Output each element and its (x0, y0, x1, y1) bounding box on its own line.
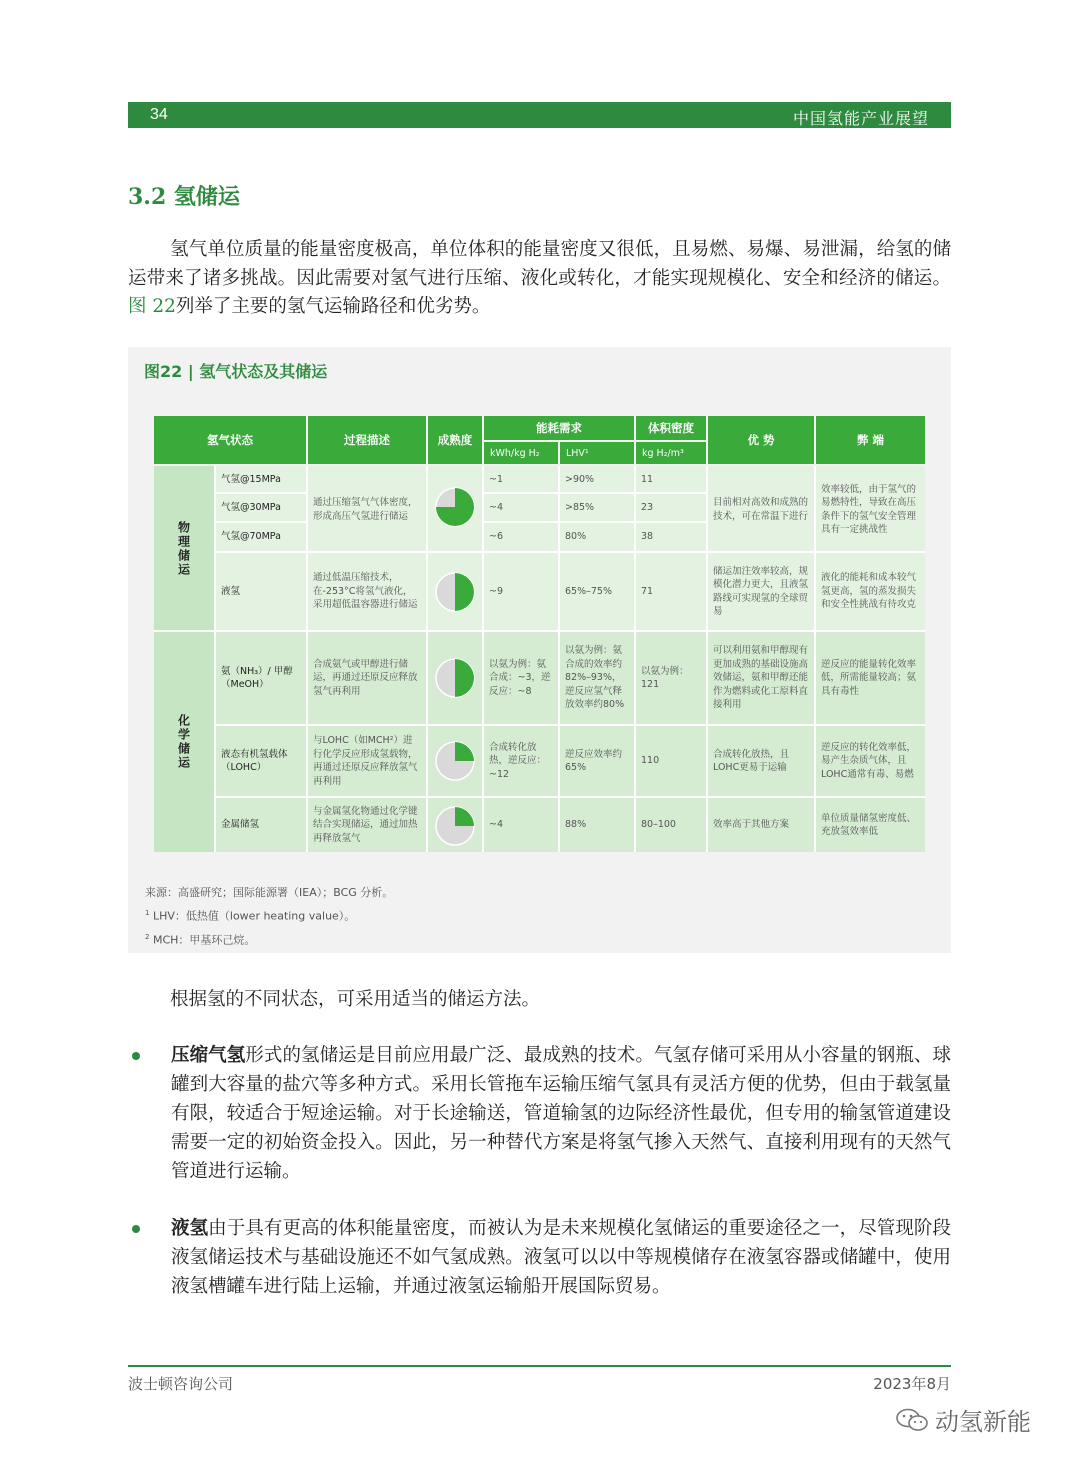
note-2: $^2$ MCH：甲基环己烷。 (145, 932, 256, 947)
footer-company: 波士顿咨询公司 (128, 1375, 234, 1393)
page-header (128, 102, 951, 128)
lhv-lohc: 逆反应效率约65% (565, 748, 623, 773)
adv-metal: 效率高于其他方案 (713, 819, 790, 831)
dis-liquid: 液化的能耗和成本较气氢更高，氢的蒸发损失和安全性挑战有待攻克 (821, 572, 917, 611)
lhv-gas-70: 80% (565, 531, 587, 543)
after-figure-paragraph: 根据氢的不同状态，可采用适当的储运方法。 (170, 989, 541, 1010)
state-gas-30: 气氢@30MPa (221, 501, 281, 513)
header-state: 氢气状态 (154, 416, 306, 464)
header-energy-kwh: kWh/kg H₂ (484, 442, 558, 464)
density-gas-15: 11 (641, 474, 654, 486)
kwh-gas-15: ~1 (489, 474, 504, 486)
group-physical: 物理储运 (154, 466, 214, 631)
dis-lohc: 逆反应的转化效率低，易产生杂质气体，且LOHC通常有毒、易燃 (821, 741, 917, 780)
dis-gas: 效率较低，由于氢气的易燃特性，导致在高压条件下的氢气安全管理具有一定挑战性 (821, 483, 917, 535)
pie-slice (455, 742, 474, 761)
state-lohc: 液态有机氢载体（LOHC） (221, 748, 288, 773)
page-number: 34 (150, 106, 168, 123)
header-energy-lhv: LHV¹ (560, 442, 634, 464)
process-ammonia: 合成氨气或甲醇进行储运，再通过还原反应释放氢气再利用 (313, 658, 418, 697)
section-title: 3.2 氢储运 (128, 184, 240, 210)
dis-metal: 单位质量储氢密度低、充放氢效率低 (821, 812, 917, 837)
lhv-gas-15: >90% (565, 474, 595, 486)
report-title: 中国氢能产业展望 (792, 109, 929, 128)
lhv-ammonia: 以氨为例：氨合成的效率约82%–93%，逆反应氢气释放效率约80% (565, 645, 625, 711)
kwh-liquid: ~9 (489, 585, 504, 597)
adv-gas: 目前相对高效和成熟的技术，可在常温下进行 (713, 497, 809, 522)
state-gas-15: 气氢@15MPa (221, 474, 281, 486)
header-energy: 能耗需求 (484, 416, 634, 440)
header-process: 过程描述 (308, 416, 426, 464)
density-liquid: 71 (641, 585, 654, 597)
adv-lohc: 合成转化放热，且LOHC更易于运输 (713, 748, 790, 773)
process-lohc: 与LOHC（如MCH²）进行化学反应形成氢载物，再通过还原反应释放氢气再利用 (313, 735, 418, 787)
watermark (895, 1402, 1031, 1437)
storage-table (154, 416, 925, 852)
state-liquid: 液氢 (221, 585, 241, 597)
lhv-metal: 88% (565, 819, 587, 831)
kwh-gas-70: ~6 (489, 531, 504, 543)
maturity-pie-liquid (434, 571, 476, 613)
header-maturity: 成熟度 (428, 416, 482, 464)
density-gas-70: 38 (641, 531, 654, 543)
group-chemical: 化学储运 (154, 631, 214, 852)
process-liquid: 通过低温压缩技术，在-253°C将氢气液化，采用超低温容器进行储运 (313, 572, 418, 611)
header-advantages: 优 势 (708, 416, 814, 464)
pie-slice (455, 659, 474, 697)
density-ammonia: 以氨为例：121 (641, 665, 689, 690)
maturity-pie-gas (434, 486, 476, 528)
note-source: 来源：高盛研究；国际能源署（IEA）；BCG 分析。 (145, 886, 394, 899)
header-disadvantages: 弊 端 (816, 416, 925, 464)
lhv-gas-30: >85% (565, 501, 595, 513)
dis-ammonia: 逆反应的能量转化效率低，所需能量较高；氨具有毒性 (821, 658, 917, 697)
bullet-compressed-gas: 压缩气氢形式的氢储运是目前应用最广泛、最成熟的技术。气氢存储可采用从小容量的钢瓶、球罐到大容量的盐穴等多种方式。采用长管拖车运输压缩气氢具有灵活方便的优势，但由于载氢量有限，较适合于短途运输。对于长途输送，管道输氢的边际经济性最优，但专用的输氢管道建设需要一定的初始资金投入。因此，另一种替代方案是将氢气掺入天然气、直接利用现有的天然气管道进行运输。 (171, 1045, 951, 1182)
header-density: 体积密度 (636, 416, 706, 440)
wechat-icon (895, 1408, 929, 1432)
intro-paragraph: 氢气单位质量的能量密度极高，单位体积的能量密度又很低，且易燃、易爆、易泄漏，给氢的储运带来了诸多挑战。因此需要对氢气进行压缩、液化或转化，才能实现规模化、安全和经济的储运。图 22列举了主要的氢气运输路径和优劣势。 (128, 239, 951, 317)
maturity-pie-lohc (434, 740, 476, 782)
density-metal: 80–100 (641, 819, 676, 831)
footer-date: 2023年8月 (873, 1375, 951, 1393)
header-density-unit: kg H₂/m³ (636, 442, 706, 464)
pie-slice (455, 573, 474, 611)
density-lohc: 110 (641, 755, 660, 767)
lhv-liquid: 65%–75% (565, 585, 612, 597)
figure-notes (145, 883, 393, 950)
pie-slice (455, 807, 474, 826)
maturity-pie-metal (434, 805, 476, 847)
kwh-gas-30: ~4 (489, 501, 504, 513)
state-gas-70: 气氢@70MPa (221, 531, 281, 543)
density-gas-30: 23 (641, 501, 654, 513)
state-metal: 金属储氢 (221, 819, 260, 831)
footer-divider (128, 1365, 951, 1367)
bullet-dot (132, 1225, 140, 1233)
state-ammonia: 氨（NH₃）/ 甲醇（MeOH） (221, 665, 293, 690)
kwh-metal: ~4 (489, 819, 504, 831)
maturity-pie-ammonia (434, 657, 476, 699)
adv-ammonia: 可以利用氨和甲醇现有更加成熟的基础设施高效储运，氨和甲醇还能作为燃料或化工原料直接利用 (713, 645, 809, 711)
process-metal: 与金属氢化物通过化学键结合实现储运，通过加热再释放氢气 (313, 805, 418, 844)
process-gas: 通过压缩氢气气体密度，形成高压气氢进行储运 (313, 497, 418, 522)
figure-link[interactable]: 图 22 (128, 296, 176, 317)
adv-liquid: 储运加注效率较高，规模化潜力更大，且液氢路线可实现氢的全球贸易 (713, 565, 809, 617)
note-1: $^1$ LHV：低热值（lower heating value）。 (145, 909, 356, 923)
bullet-dot (132, 1052, 140, 1060)
kwh-ammonia: 以氨为例：氨合成：~3，逆反应：~8 (489, 658, 551, 697)
kwh-lohc: 合成转化放热，逆反应：~12 (489, 741, 547, 780)
bullet-liquid-hydrogen: 液氢由于具有更高的体积能量密度，而被认为是未来规模化氢储运的重要途径之一，尽管现阶段液氢储运技术与基础设施还不如气氢成熟。液氢可以以中等规模储存在液氢容器或储罐中，使用液氢槽罐车进行陆上运输，并通过液氢运输船开展国际贸易。 (171, 1218, 951, 1297)
watermark-text: 动氢新能 (935, 1408, 1031, 1436)
figure-title: 图22 | 氢气状态及其储运 (144, 362, 328, 381)
